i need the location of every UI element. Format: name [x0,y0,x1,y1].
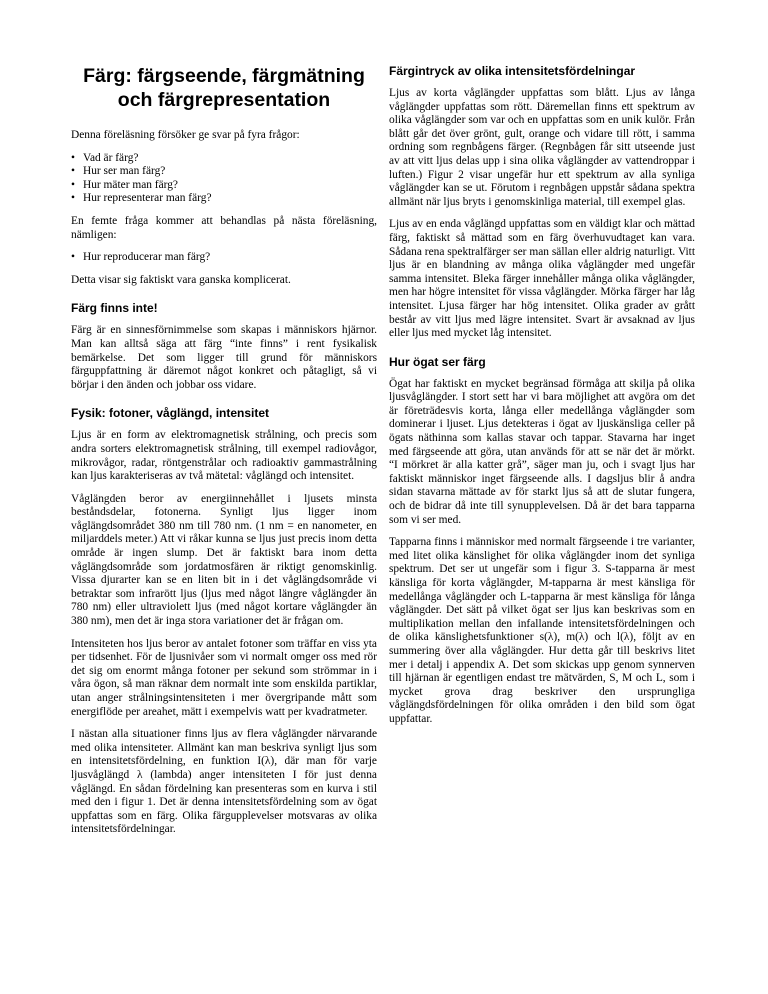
list-item: • Hur representerar man färg? [71,192,377,206]
questions-list [71,152,377,206]
left-column [71,56,377,846]
page-title: Färg: färgseende, färgmätning och färgrepresentation [83,65,365,111]
list-item: • Vad är färg? [71,152,377,166]
intro-paragraph: Denna föreläsning försöker ge svar på fyra frågor: [71,129,300,141]
section-heading: Hur ögat ser färg [389,354,486,369]
paragraph: Intensiteten hos ljus beror av antalet fotoner som träffar en viss yta per tidsenhet. För de ljusnivåer som vi normalt omger oss med rör det sig om enormt många fotoner per sekund som strömmar in i våra ögon, så man räknar dem normalt inte som enskilda partiklar, utan anger strålningsintensiteten i mer övergripande mått som energiflöde per areahet, mätt i exempelvis watt per kvadratmeter. [71,637,377,718]
list-item: • Hur mäter man färg? [71,179,377,193]
section-fysik [71,406,377,837]
section-farg-finns-inte [71,301,377,392]
paragraph: Ögat har faktiskt en mycket begränsad förmåga att skilja på olika ljusvåglängder. I stort sett har vi bara möjlighet att avgöra om det är företrädesvis korta, långa eller medellånga våglängder som dominerar i ljuset. Ljus detekteras i ögat av ljuskänsliga celler på ögats näthinna som kallas stavar och tappar. Stavarna har inget med färgseende att göra, utan används för att se när det är mörkt. “I mörkret är alla katter grå”, säger man ju, och i svagt ljus har faktiskt människor inget färgseende alls. I dagsljus blir å andra sidan stavarna mättade av för starkt ljus så att de slutar fungera, och de bidrar då inte till synupplevelsen. Då är det bara tapparna som vi ser med. [389,377,695,526]
paragraph: Tapparna finns i människor med normalt färgseende i tre varianter, med litet olika känslighet för olika våglängder inom det synliga spektrum. Det ser ut ungefär som i figur 3. S-tapparna är mest känsliga för korta våglängder, M-tapparna är mest känsliga för medellånga våglängder och L-tapparna är mest känsliga för långa våglängder. Det sätt på vilket ögat ser ljus kan beskrivas som en multiplikation mellan den infallande intensitetsfördelningen och de olika känslighetsfunktioner s(λ), m(λ) och l(λ), följt av en summering över alla våglängder. Hur detta går till beskrivs litet mer i detalj i appendix A. Det som skickas upp genom synnerven till hjärnan är egentligen endast tre mätvärden, S, M och L, som i mycket grova drag beskriver den ursprungliga våglängdsfördelningen för olika områden i den bild som ögat uppfattar. [389,536,695,725]
section-hur-ogat-ser-farg [389,355,695,727]
section-fargintryck [389,64,695,341]
section-heading: Färgintryck av olika intensitetsfördelningar [389,64,636,78]
fifth-question-intro: En femte fråga kommer att behandlas på nästa föreläsning, nämligen: [71,214,377,241]
paragraph: I nästan alla situationer finns ljus av flera våglängder närvarande med olika intensiteter. Allmänt kan man beskriva synligt ljus som en intensitetsfördelning, en funktion I(λ), där man för varje ljusvåglängd λ (lambda) anger intensiteten I för just denna våglängd. En sådan fördelning kan presenteras som en kurva i stil med den i figur 1. Det är denna intensitetsfördelning som av ögat uppfattas som en färg. Olika färgupplevelser motsvaras av olika intensitetsfördelningar. [71,728,377,836]
complicated-paragraph: Detta visar sig faktiskt vara ganska komplicerat. [71,273,291,286]
right-column [389,64,695,736]
paragraph: Ljus av en enda våglängd uppfattas som en väldigt klar och mättad färg, faktiskt så mättad som en färg överhuvudtaget kan vara. Sådana rena spektralfärger ser man sällan eller aldrig naturligt. Vitt ljus är en blandning av många olika våglängder med ungefär samma intensitet. Bleka färger innehåller många olika våglängder, men har högre intensitet för vissa våglängder. Mörka färger har låg intensitet. Ljusa färger har hög intensitet. Olika grader av grått består av vitt ljus med lägre intensitet. Svart är avsaknad av ljus eller ljus med mycket låg intensitet. [389,218,695,340]
paragraph: Ljus är en form av elektromagnetisk strålning, och precis som andra sorters elektromagnetisk strålning, till exempel radiovågor, mikrovågor, radar, röntgenstrålar och radioaktiv gammastrålning kan ljus karakteriseras av två mätetal: våglängd och intensitet. [71,429,377,483]
paragraph: Våglängden beror av energiinnehållet i ljusets minsta beståndsdelar, fotonerna. Synligt ljus ligger inom våglängdsområdet 380 nm till 780 nm. (1 nm = en nanometer, en miljarddels meter.) Att vi råkar kunna se ljus just precis inom detta område är ingen slump. Det är faktiskt bara inom detta våglängdsområde som jordatmosfären är riktigt genomskinlig. Vissa djurarter kan se en liten bit in i det våglängdsområde vi betraktar som infrarött ljus (ljus med något längre våglängder än 780 nm) eller ultraviolett ljus (med något kortare våglängder än 380 nm), men det är inga stora variationer det är frågan om. [71,492,377,628]
fifth-question-list [71,251,377,265]
list-item: • Hur ser man färg? [71,165,377,179]
paragraph: Färg är en sinnesförnimmelse som skapas i människors hjärnor. Man kan alltså säga att färg “inte finns” i rent fysikalisk bemärkelse. Det som ligger till grund för människors färguppfattning är däremot något konkret och påtagligt, så vi börjar i den änden och jobbar oss vidare. [71,324,377,391]
section-heading: Fysik: fotoner, våglängd, intensitet [71,406,270,421]
list-item: • Hur reproducerar man färg? [71,251,377,265]
paragraph: Ljus av korta våglängder uppfattas som blått. Ljus av långa våglängder uppfattas som rött. Däremellan finns ett spektrum av olika våglängder som var och en uppfattas som en unik kulör. Från blått går det över grönt, gult, orange och vidare till rött, i samma ordning som regnbågens färger. (Regnbågen får sitt utseende just av att vitt ljus delas upp i sina olika våglängder av vattendroppar i luften.) Figur 2 visar ungefär hur ett spektrum av alla synliga våglängder kan se ut. Förutom i regnbågen uppstår sådana spektra allmänt när ljus bryts i genomskinliga material, till exempel glas. [389,87,695,208]
section-heading: Färg finns inte! [71,301,158,316]
